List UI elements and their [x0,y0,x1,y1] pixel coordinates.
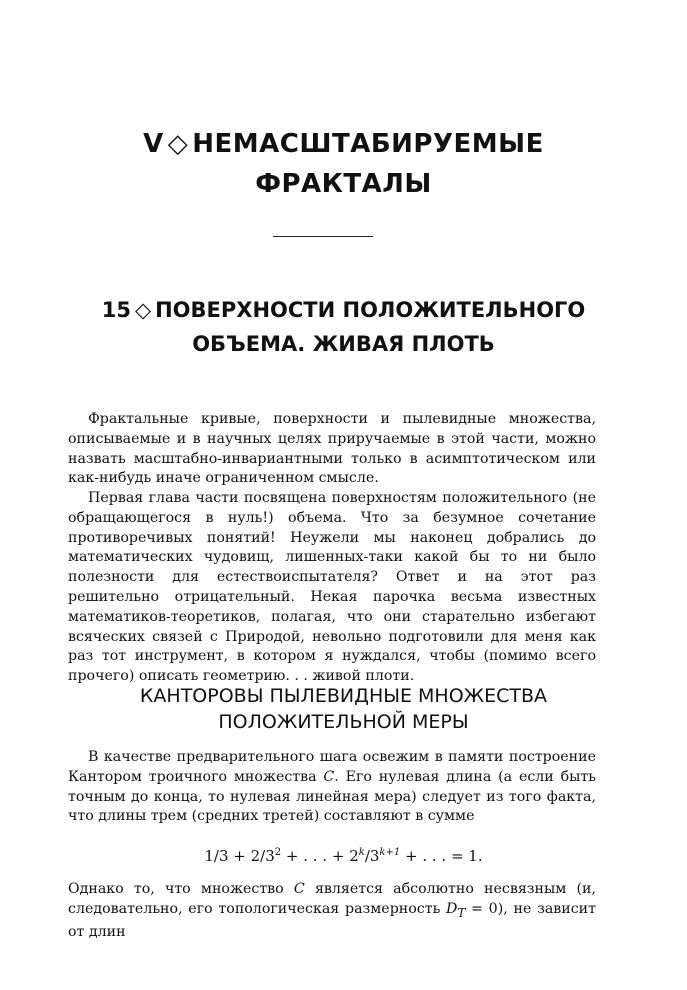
paragraph-4: Однако то, что множество C является абсолютно несвязным (и, следовательно, его топологическая размерность $D_T = 0$), не зависит от длин [68,881,596,941]
paragraph-1: Фрактальные кривые, поверхности и пылевидные множества, описываемые и в научных целях приручаемые в этой части, можно назвать масштабно-инвариантными только в асимптотическом или как-нибудь иначе ограниченном смысле. [68,411,596,487]
chapter-title [60,293,627,361]
paragraph-4-text-c: = 0), не зависит от длин [68,900,596,941]
section-title [60,683,627,735]
diamond-icon: ◇ [167,129,189,159]
part-title-line2: ФРАКТАЛЫ [255,169,432,199]
part-title-line1: НЕМАСШТАБИРУЕМЫЕ [192,129,544,159]
chapter-title-line2: ОБЪЕМА. ЖИВАЯ ПЛОТЬ [192,332,495,356]
cantor-set-symbol: C [293,881,305,897]
part-title [60,124,627,204]
sum-formula: $1/3 + 2/3^2$ + . . . + $2^k/3^{k+1}$ + . . . = 1. [204,847,483,865]
chapter-title-line1: ПОВЕРХНОСТИ ПОЛОЖИТЕЛЬНОГО [155,298,586,322]
paragraph-4-text-b: является абсолютно несвязным (и, следовательно, его топологическая размерность [68,881,596,917]
paragraph-3-text-a: В качестве предварительного шага освежим в памяти построение Кантором троичного множества [68,749,596,785]
chapter-number: 15 [101,298,131,322]
paragraph-2: Первая глава части посвящена поверхностям положительного (не обращающегося в нуль!) объема. Что за безумное сочетание противоречивых понятий! Неужели мы наконец добрались до математических чудовищ, лишенных-таки какой бы то ни было полезности для естествоиспытателя? Ответ и на этот раз решительно отрицательный. Некая парочка весьма известных математиков-теоретиков, полагая, что они старательно избегают всяческих связей с Природой, невольно подготовили для меня как раз тот инструмент, в котором я нуждался, чтобы (помимо всего прочего) описать геометрию. . . живой плоти. [68,490,596,685]
section-title-line1: КАНТОРОВЫ ПЫЛЕВИДНЫЕ МНОЖЕСТВА [139,685,548,707]
divider [273,236,373,237]
cantor-set-symbol: C [323,768,335,785]
part-number: V [143,129,164,159]
topological-dimension-symbol: D [446,900,458,917]
paragraph-3-text-b: . Его нулевая длина (а если быть точным до конца, то нулевая линейная мера) следует из того факта, что длины трем (средних третей) составляют в сумме [68,768,596,825]
diamond-icon: ◇ [134,298,152,322]
paragraph-3 [68,748,596,827]
paragraph-4-text-a: Однако то, что множество [68,881,294,897]
section-title-line2: ПОЛОЖИТЕЛЬНОЙ МЕРЫ [218,711,469,733]
